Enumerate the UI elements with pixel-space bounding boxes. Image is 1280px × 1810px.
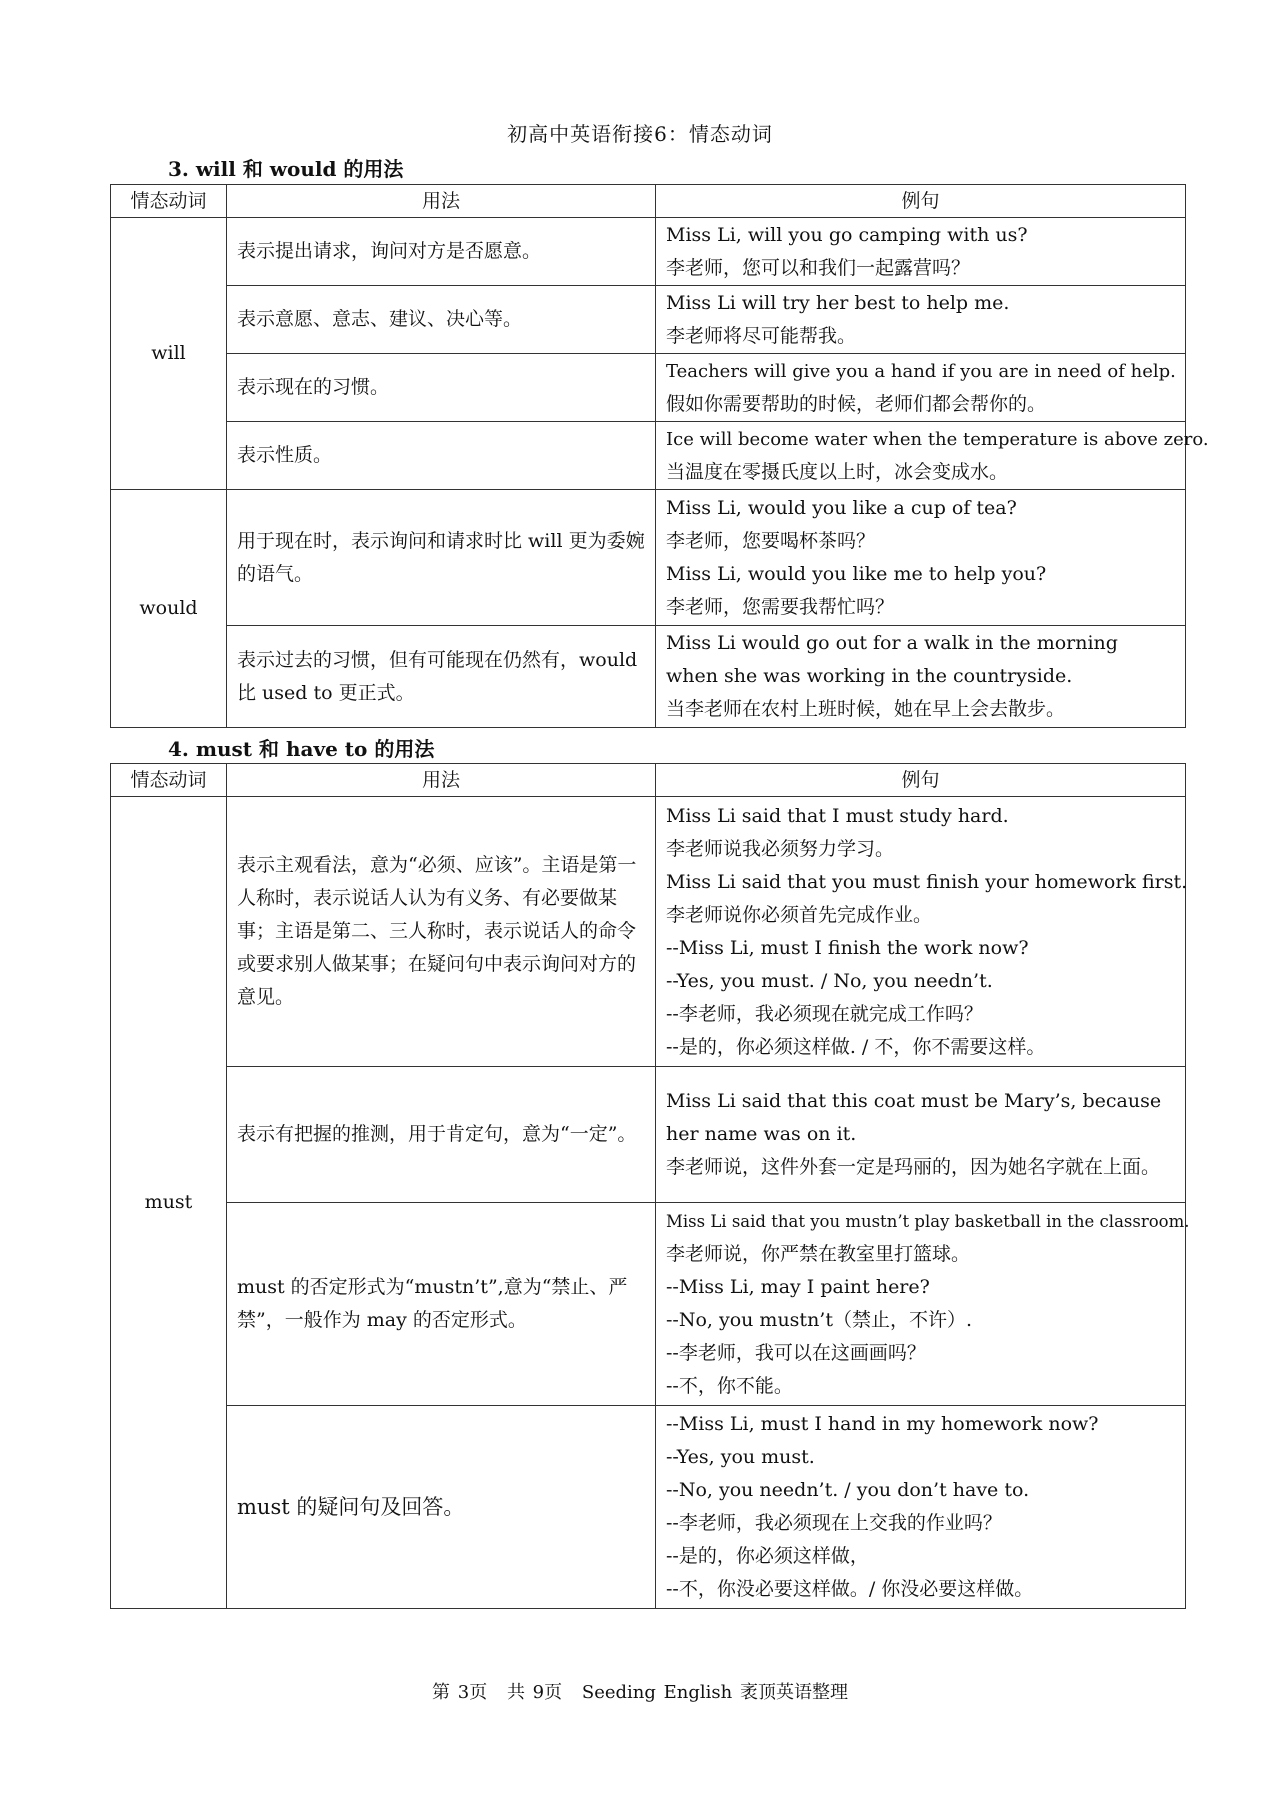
header-usage: 用法	[227, 185, 656, 218]
example-cell	[656, 1067, 1186, 1203]
example-line: Miss Li said that you mustn’t play basketball in the classroom.	[666, 1212, 1190, 1231]
header-modal-verb: 情态动词	[111, 764, 227, 797]
section-3-heading: 3. will 和 would 的用法	[168, 157, 404, 181]
example-line: Miss Li, would you like me to help you?	[666, 562, 1047, 585]
table-row	[111, 797, 1186, 1067]
table-row	[111, 354, 1186, 422]
example-cell	[656, 797, 1186, 1067]
usage-cell: 表示过去的习惯，但有可能现在仍然有，would 比 used to 更正式。	[227, 626, 656, 728]
page-footer	[0, 1678, 1280, 1704]
example-line: 李老师将尽可能帮我。	[666, 324, 857, 347]
example-cell	[656, 490, 1186, 626]
modal-verb-cell: would	[111, 490, 227, 728]
usage-cell: 表示有把握的推测，用于肯定句，意为“一定”。	[227, 1067, 656, 1203]
footer-brand: Seeding English 袤顶英语整理	[581, 1682, 848, 1703]
example-line: Miss Li said that I must study hard.	[666, 804, 1009, 827]
example-line: 李老师说，这件外套一定是玛丽的，因为她名字就在上面。	[666, 1156, 1161, 1178]
example-line: 假如你需要帮助的时候，老师们都会帮你的。	[666, 392, 1047, 415]
example-line: --Yes, you must. / No, you needn’t.	[666, 969, 993, 992]
table-row	[111, 422, 1186, 490]
header-modal-verb: 情态动词	[111, 185, 227, 218]
table-row	[111, 626, 1186, 728]
example-line: --李老师，我必须现在上交我的作业吗？	[666, 1512, 1002, 1534]
will-would-table	[110, 184, 1209, 728]
example-line: --Miss Li, must I finish the work now?	[666, 936, 1029, 959]
example-line: --不，你没必要这样做。/ 你没必要这样做。	[666, 1578, 1034, 1600]
header-usage: 用法	[227, 764, 656, 797]
header-example: 例句	[656, 764, 1186, 797]
table-row	[111, 286, 1186, 354]
example-line: --是的，你必须这样做. / 不，你不需要这样。	[666, 1035, 1046, 1058]
table-header-row	[111, 185, 1186, 218]
example-line: Miss Li would go out for a walk in the morning when she was working in the countryside.	[666, 632, 1118, 687]
example-cell	[656, 218, 1186, 286]
example-line: --Yes, you must.	[666, 1446, 815, 1468]
example-cell	[656, 422, 1209, 490]
example-cell	[656, 286, 1186, 354]
table-row	[111, 1406, 1186, 1609]
example-line: 李老师说你必须首先完成作业。	[666, 903, 933, 926]
example-line: --Miss Li, must I hand in my homework now?	[666, 1413, 1099, 1435]
example-line: --李老师，我可以在这画画吗？	[666, 1342, 926, 1364]
example-line: 李老师说，你严禁在教室里打篮球。	[666, 1243, 971, 1265]
usage-cell: 表示意愿、意志、建议、决心等。	[227, 286, 656, 354]
document-title: 初高中英语衔接6：情态动词	[507, 122, 773, 146]
example-line: Miss Li said that you must finish your homework first.	[666, 870, 1188, 893]
table-header-row	[111, 764, 1186, 797]
example-cell	[656, 354, 1186, 422]
usage-cell: must 的疑问句及回答。	[227, 1406, 656, 1609]
example-line: Teachers will give you a hand if you are in need of help.	[666, 360, 1176, 382]
usage-cell: 用于现在时，表示询问和请求时比 will 更为委婉的语气。	[227, 490, 656, 626]
section-4-heading: 4. must 和 have to 的用法	[168, 737, 435, 761]
page-total: 共 9页	[506, 1682, 563, 1703]
modal-verb-cell: must	[111, 797, 227, 1609]
example-line: --不，你不能。	[666, 1375, 793, 1397]
header-example: 例句	[656, 185, 1186, 218]
usage-cell: must 的否定形式为“mustn’t”,意为“禁止、严禁”，一般作为 may 的否定形式。	[227, 1203, 656, 1406]
example-line: --No, you mustn’t（禁止，不许）.	[666, 1309, 973, 1331]
usage-cell: 表示主观看法，意为“必须、应该”。主语是第一人称时，表示说话人认为有义务、有必要做某事；主语是第二、三人称时，表示说话人的命令或要求别人做某事；在疑问句中表示询问对方的意见。	[227, 797, 656, 1067]
example-line: --Miss Li, may I paint here?	[666, 1276, 930, 1298]
example-line: 当温度在零摄氏度以上时，冰会变成水。	[666, 460, 1009, 483]
example-line: --No, you needn’t. / you don’t have to.	[666, 1479, 1030, 1501]
example-line: 李老师，您要喝杯茶吗？	[666, 529, 876, 552]
example-line: --李老师，我必须现在就完成工作吗？	[666, 1002, 983, 1025]
table-row	[111, 490, 1186, 626]
table-row	[111, 218, 1186, 286]
example-line: 李老师说我必须努力学习。	[666, 837, 895, 860]
table-row	[111, 1067, 1186, 1203]
example-line: 李老师，您需要我帮忙吗？	[666, 595, 895, 618]
must-have-to-table	[110, 763, 1190, 1609]
example-line: Miss Li, will you go camping with us?	[666, 223, 1028, 246]
example-cell	[656, 1406, 1186, 1609]
example-cell	[656, 626, 1186, 728]
page-number: 第 3页	[432, 1682, 488, 1703]
usage-cell: 表示性质。	[227, 422, 656, 490]
example-line: Miss Li said that this coat must be Mary’s, because her name was on it.	[666, 1090, 1162, 1145]
example-line: Ice will become water when the temperature is above zero.	[666, 428, 1209, 450]
example-line: 李老师，您可以和我们一起露营吗？	[666, 256, 971, 279]
example-cell	[656, 1203, 1190, 1406]
example-line: Miss Li, would you like a cup of tea?	[666, 496, 1017, 519]
example-line: Miss Li will try her best to help me.	[666, 291, 1010, 314]
usage-cell: 表示现在的习惯。	[227, 354, 656, 422]
example-line: --是的，你必须这样做，	[666, 1545, 869, 1567]
example-line: 当李老师在农村上班时候，她在早上会去散步。	[666, 698, 1066, 720]
modal-verb-cell: will	[111, 218, 227, 490]
usage-cell: 表示提出请求，询问对方是否愿意。	[227, 218, 656, 286]
table-row	[111, 1203, 1186, 1406]
